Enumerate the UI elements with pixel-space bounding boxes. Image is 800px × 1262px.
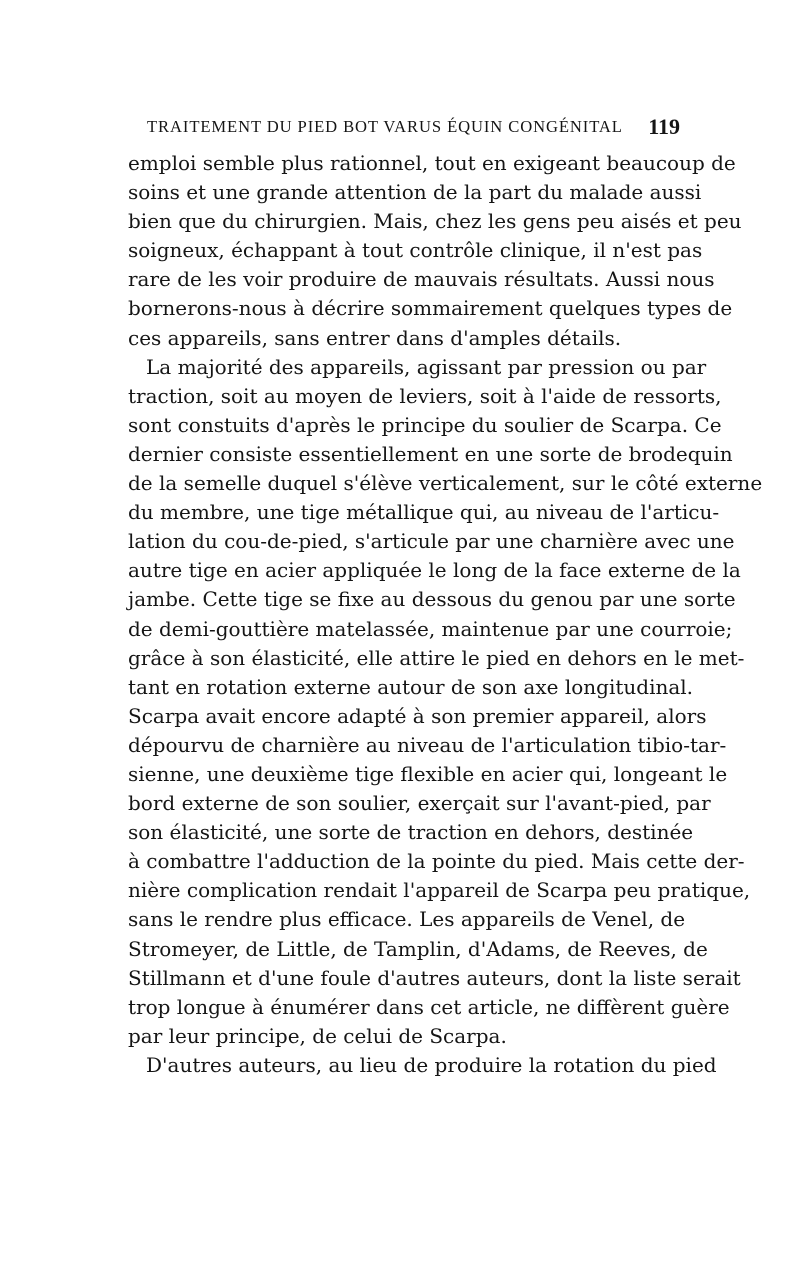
text-line: ces appareils, sans entrer dans d'amples détails. bbox=[128, 325, 622, 350]
text-line: sans le rendre plus efficace. Les appareils de Venel, de bbox=[128, 907, 686, 932]
paragraph-start-line: D'autres auteurs, au lieu de produire la rotation du pied bbox=[146, 1052, 717, 1077]
text-line: traction, soit au moyen de leviers, soit à l'aide de ressorts, bbox=[128, 383, 722, 408]
body-text bbox=[128, 149, 763, 1080]
text-line: trop longue à énumérer dans cet article, ne diffèrent guère bbox=[128, 994, 730, 1019]
text-line: Stromeyer, de Little, de Tamplin, d'Adams, de Reeves, de bbox=[128, 936, 708, 961]
text-line: dépourvu de charnière au niveau de l'articulation tibio-tar- bbox=[128, 732, 727, 757]
text-line: bornerons-nous à décrire sommairement quelques types de bbox=[128, 296, 733, 321]
text-line: Scarpa avait encore adapté à son premier appareil, alors bbox=[128, 703, 707, 728]
text-line: sont constuits d'après le principe du soulier de Scarpa. Ce bbox=[128, 412, 722, 437]
text-line: soins et une grande attention de la part du malade aussi bbox=[128, 180, 702, 205]
text-line: tant en rotation externe autour de son axe longitudinal. bbox=[128, 674, 694, 699]
text-line: son élasticité, une sorte de traction en dehors, destinée bbox=[128, 820, 694, 845]
text-line: Stillmann et d'une foule d'autres auteurs, dont la liste serait bbox=[128, 965, 741, 990]
running-head bbox=[128, 115, 680, 143]
text-line: du membre, une tige métallique qui, au niveau de l'articu- bbox=[128, 500, 720, 525]
text-line: par leur principe, de celui de Scarpa. bbox=[128, 1023, 507, 1048]
text-line: de la semelle duquel s'élève verticalement, sur le côté externe bbox=[128, 471, 763, 496]
text-line: à combattre l'adduction de la pointe du pied. Mais cette der- bbox=[128, 849, 745, 874]
text-line: emploi semble plus rationnel, tout en exigeant beaucoup de bbox=[128, 151, 736, 175]
text-line: dernier consiste essentiellement en une sorte de brodequin bbox=[128, 441, 733, 466]
text-line: autre tige en acier appliquée le long de la face externe de la bbox=[128, 558, 741, 583]
text-line: soigneux, échappant à tout contrôle clinique, il n'est pas bbox=[128, 238, 703, 263]
page-number: 119 bbox=[648, 114, 680, 139]
text-line: bien que du chirurgien. Mais, chez les gens peu aisés et peu bbox=[128, 209, 742, 234]
running-head-title: TRAITEMENT DU PIED BOT VARUS ÉQUIN CONGÉNITAL bbox=[147, 117, 623, 136]
text-line: de demi-gouttière matelassée, maintenue par une courroie; bbox=[128, 616, 733, 641]
text-line: sienne, une deuxième tige flexible en acier qui, longeant le bbox=[128, 761, 728, 786]
text-line: nière complication rendait l'appareil de Scarpa peu pratique, bbox=[128, 878, 751, 903]
text-line: grâce à son élasticité, elle attire le pied en dehors en le met- bbox=[128, 645, 745, 670]
paragraph-start-line: La majorité des appareils, agissant par pression ou par bbox=[146, 354, 707, 379]
text-line: jambe. Cette tige se fixe au dessous du genou par une sorte bbox=[128, 587, 736, 612]
text-line: lation du cou-de-pied, s'articule par une charnière avec une bbox=[128, 529, 735, 554]
text-line: bord externe de son soulier, exerçait sur l'avant-pied, par bbox=[128, 791, 711, 816]
text-line: rare de les voir produire de mauvais résultats. Aussi nous bbox=[128, 267, 715, 292]
